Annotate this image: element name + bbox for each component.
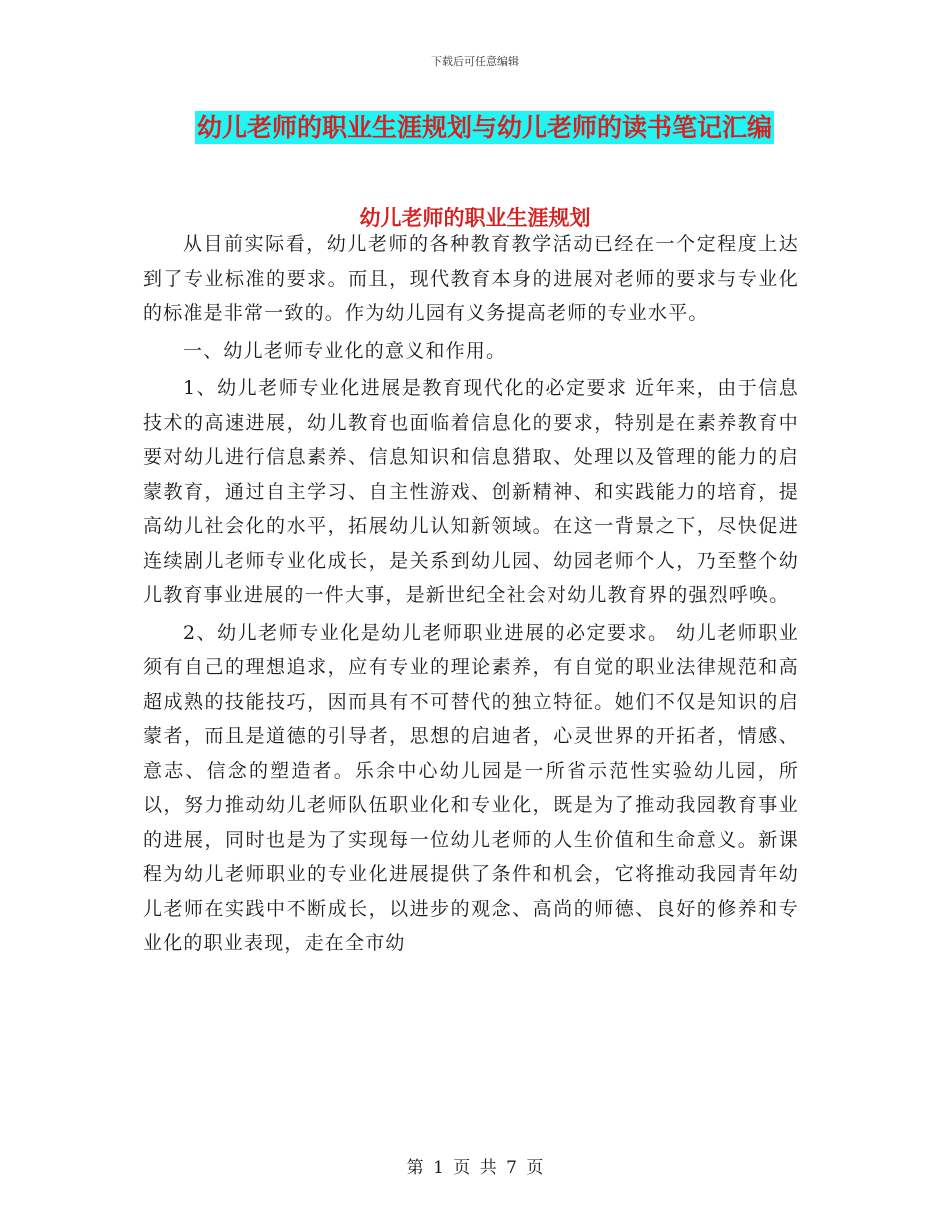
paragraph-point-2: 2、幼儿老师专业化是幼儿老师职业进展的必定要求。 幼儿老师职业须有自己的理想追求，应有专业的理论素养，有自觉的职业法律规范和高超成熟的技能技巧，因而具有不可替代的独立特征。她们不仅是知识的启蒙者，而且是道德的引导者，思想的启迪者，心灵世界的开拓者，情感、意志、信念的塑造者。乐余中心幼儿园是一所省示范性实验幼儿园，所以，努力推动幼儿老师队伍职业化和专业化，既是为了推动我园教育事业的进展，同时也是为了实现每一位幼儿老师的人生价值和生命意义。新课程为幼儿老师职业的专业化进展提供了条件和机会，它将推动我园青年幼儿老师在实践中不断成长，以进步的观念、高尚的师德、良好的修养和专业化的职业表现，走在全市幼 <box>143 621 799 954</box>
paragraph-heading-1: 一、幼儿老师专业化的意义和作用。 <box>183 339 507 362</box>
section-heading: 幼儿老师的职业生涯规划 <box>359 206 591 230</box>
document-body <box>143 227 799 961</box>
document-title: 幼儿老师的职业生涯规划与幼儿老师的读书笔记汇编 <box>197 113 773 142</box>
page-number-footer: 第 1 页 共 7 页 <box>406 1158 544 1178</box>
paragraph-intro: 从目前实际看，幼儿老师的各种教育教学活动已经在一个定程度上达到了专业标准的要求。而且，现代教育本身的进展对老师的要求与专业化的标准是非常一致的。作为幼儿园有义务提高老师的专业水平。 <box>143 233 799 324</box>
paragraph-point-1: 1、幼儿老师专业化进展是教育现代化的必定要求 近年来，由于信息技术的高速进展，幼儿教育也面临着信息化的要求，特别是在素养教育中要对幼儿进行信息素养、信息知识和信息猎取、处理以及管理的能力的启蒙教育，通过自主学习、自主性游戏、创新精神、和实践能力的培育，提高幼儿社会化的水平，拓展幼儿认知新领域。在这一背景之下，尽快促进连续剧儿老师专业化成长，是关系到幼儿园、幼园老师个人，乃至整个幼儿教育事业进展的一件大事，是新世纪全社会对幼儿教育界的强烈呼唤。 <box>143 377 799 606</box>
header-note: 下载后可任意编辑 <box>431 55 519 68</box>
